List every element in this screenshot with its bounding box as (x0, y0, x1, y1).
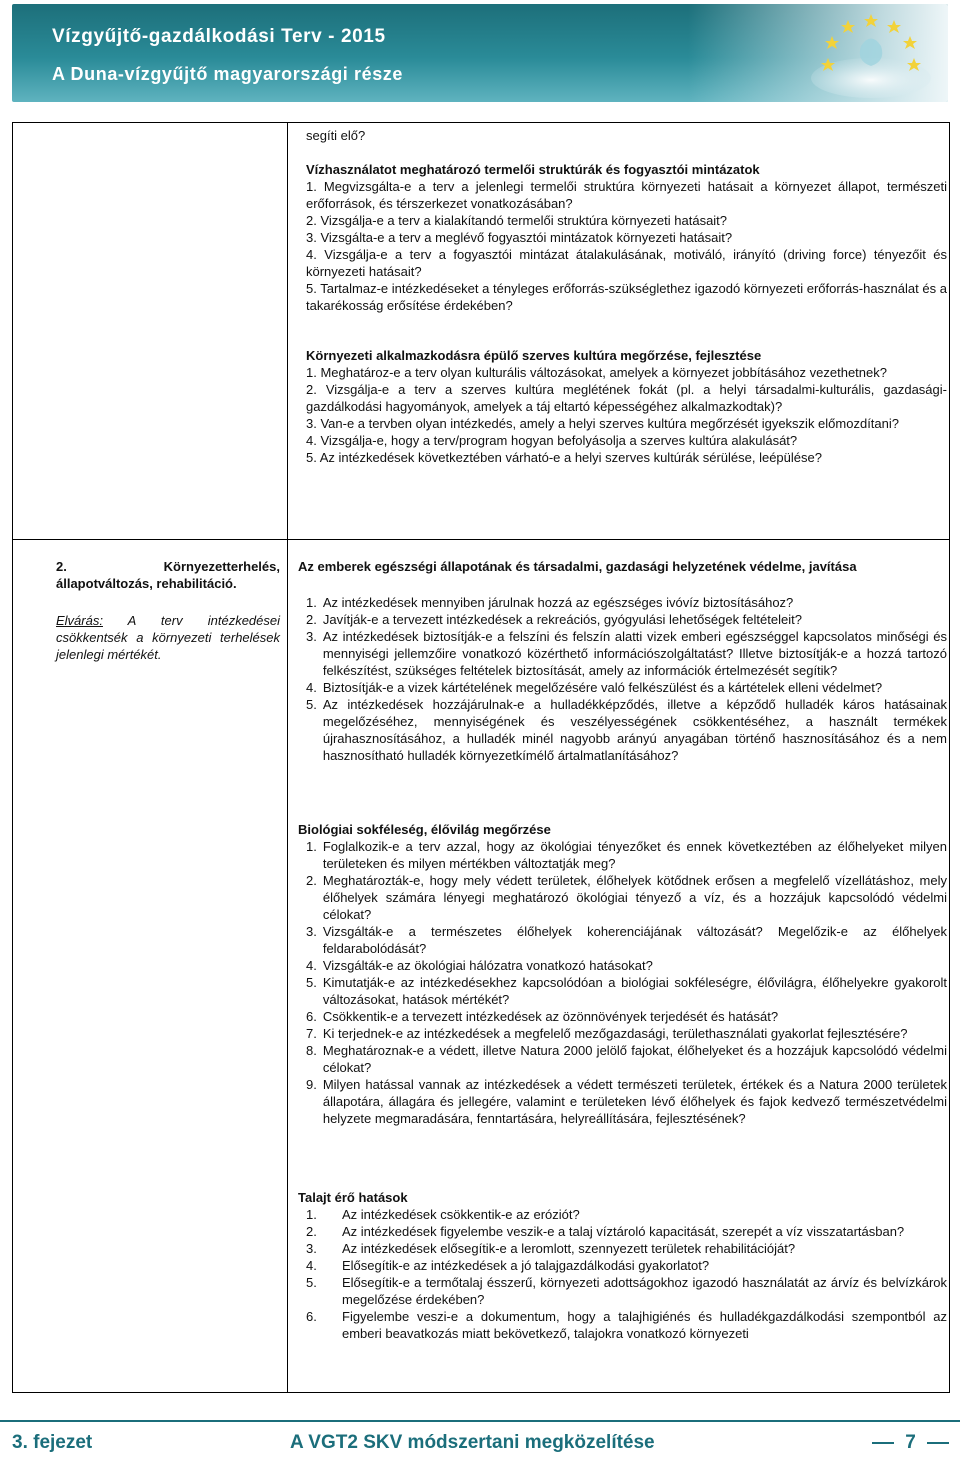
list-item: 4. Biztosítják-e a vizek kártételének megelőzésére való felkészülést és a kártételek elleni védelmet? (306, 680, 883, 695)
list-item: 1. Foglalkozik-e a terv azzal, hogy az ökológiai tényezőket és ennek következtében az élőhelyeket milyen területeken és milyen mértékben változtatják meg? (306, 839, 947, 871)
section-heading-biodiversity: Biológiai sokféleség, élővilág megőrzése (298, 822, 551, 837)
list-item: 5. Tartalmaz-e intézkedéseket a tényleges erőforrás-szükséglethez igazodó környezeti erőforrás-használat és a takarékosság erősítése érdekében? (306, 281, 947, 313)
section-heading-water-use: Vízhasználatot meghatározó termelői struktúrák és fogyasztói mintázatok (306, 162, 760, 177)
header-banner (12, 4, 948, 102)
table-row-divider (12, 539, 950, 540)
list-item: 2. Meghatározták-e, hogy mely védett területek, élőhelyek kötődnek erősen a megfelelő vízellátáshoz, mely élőhelyek számára lényegi meghatározó ökológiai tényező a víz, és a hozzájuk kapcsolódó védelmi célokat? (306, 873, 947, 922)
list-item: 2. Vizsgálja-e a terv a kialakítandó termelői struktúra környezeti hatásait? (306, 213, 728, 228)
list-item: 3. Vizsgálták-e a természetes élőhelyek koherenciájának változását? Megelőzik-e az élőhelyek feldarabolódását? (306, 924, 947, 956)
list-item: 5. Elősegítik-e a termőtalaj ésszerű, környezeti adottságokhoz igazodó használatát az árvíz és belvízkárok megelőzése érdekében? (306, 1275, 947, 1307)
left-col-title: 2. Környezetterhelés, állapotváltozás, rehabilitáció. (56, 559, 280, 591)
list-item: 5. Az intézkedések következtében várható-e a helyi szerves kultúrák sérülése, leépülése? (306, 450, 822, 465)
section-heading-soil: Talajt érő hatások (298, 1190, 408, 1205)
list-item: 4. Vizsgálja-e, hogy a terv/program hogyan befolyásolja a szerves kultúra alakulását? (306, 433, 798, 448)
list-item: 6. Figyelembe veszi-e a dokumentum, hogy a talajhigiénés és hulladékgazdálkodási szempontból az emberi beavatkozás miatt bekövetkező, talajokra vonatkozó környezeti (306, 1309, 947, 1341)
table-border-right (949, 122, 950, 1393)
footer-dash-left (872, 1442, 894, 1444)
eu-stars-water-logo (806, 6, 936, 102)
list-item: 9. Milyen hatással vannak az intézkedések a védett természeti területek, értékek és a Natura 2000 területek állapotára, állagára és jellegére, valamint e területeken lévő élőhelyek és fajok kedvező természetvédelmi helyzete megmaradására, fenntartására, helyreállítására, fejlesztésének? (306, 1077, 947, 1126)
table-col-divider (287, 122, 288, 1393)
list-item: 4. Vizsgálták-e az ökológiai hálózatra vonatkozó hatásokat? (306, 958, 653, 973)
list-item: 8. Meghatároznak-e a védett, illetve Natura 2000 jelölő fajokat, élőhelyeket és a hozzájuk kapcsolódó védelmi célokat? (306, 1043, 947, 1075)
table-border-bottom (12, 1392, 950, 1393)
lead-text: segíti elő? (306, 128, 366, 143)
footer-dash-right (927, 1442, 949, 1444)
page-number: 7 (905, 1432, 916, 1453)
section-heading-health: Az emberek egészségi állapotának és társadalmi, gazdasági helyzetének védelme, javítása (298, 559, 857, 574)
footer-rule (0, 1420, 960, 1422)
list-item: 1. Az intézkedések mennyiben járulnak hozzá az egészséges ivóvíz biztosításához? (306, 595, 794, 610)
list-water-use (306, 178, 947, 314)
list-culture (306, 364, 947, 466)
footer-page-number (872, 1432, 949, 1454)
list-item: 4. Vizsgálja-e a terv a fogyasztói mintázat átalakulásának, motiváló, irányító (driving force) tényezőit és környezeti hatásait? (306, 247, 947, 279)
list-item: 5. Az intézkedések hozzájárulnak-e a hulladékképződés, illetve a képződő hulladék káros hatásainak megelőzéséhez, mennyiségének és veszélyességének csökkentéséhez, a használt termékek újrahasznosításához, a hulladék minél nagyobb arányú anyagában történő hasznosításához és a nem hasznosítható hulladék környezetkímélő ártalmatlanításához? (306, 697, 947, 763)
list-item: 6. Csökkentik-e a tervezett intézkedések az özönnövények terjedését és hatását? (306, 1009, 779, 1024)
list-item: 2. Az intézkedések figyelembe veszik-e a talaj víztároló kapacitását, szerepét a víz visszatartásban? (306, 1224, 905, 1239)
list-item: 4. Elősegítik-e az intézkedések a jó talajgazdálkodási gyakorlatot? (306, 1258, 710, 1273)
list-item: 5. Kimutatják-e az intézkedésekhez kapcsolódóan a biológiai sokféleségre, élővilágra, élőhelyekre gyakorolt változásokat, hatások mértékét? (306, 975, 947, 1007)
list-item: 7. Ki terjednek-e az intézkedések a megfelelő mezőgazdasági, területhasználati gyakorlat fejlesztésére? (306, 1026, 908, 1041)
footer-title: A VGT2 SKV módszertani megközelítése (290, 1432, 655, 1453)
header-subtitle: A Duna-vízgyűjtő magyarországi része (52, 64, 404, 84)
list-item: 1. Megvizsgálta-e a terv a jelenlegi termelői struktúra környezeti hatásait a környezet állapot, természeti erőforrások, és térszerkezet vonatkozásában? (306, 179, 947, 211)
list-item: 3. Vizsgálta-e a terv a meglévő fogyasztói mintázatok környezeti hatásait? (306, 230, 733, 245)
list-item: 2. Vizsgálja-e a terv a szerves kultúra meglétének fokát (pl. a helyi társadalmi-kulturális, gazdasági-gazdálkodási hagyományok, amelyek a táj eltartó képességéhez alkalmazkodtak)? (306, 382, 947, 414)
list-item: 3. Van-e a tervben olyan intézkedés, amely a helyi szerves kultúra megőrzését igyekszik előmozdítani? (306, 416, 899, 431)
table-border-top (12, 122, 950, 123)
left-col-expectation (56, 612, 280, 663)
list-item: 2. Javítják-e a tervezett intézkedések a rekreációs, gyógyulási lehetőségek feltételeit? (306, 612, 802, 627)
list-health (306, 594, 947, 764)
list-item: 3. Az intézkedések biztosítják-e a felszíni és felszín alatti vizek emberi egészséggel kapcsolatos minőségi és mennyiségi jellemzőire vonatkozó közérthető információszolgáltatást? Illetve biztosítják-e a hozzá tartozó felkészítést, szükséges feltételek biztosítását, amely az információk értelmezését segítik? (306, 629, 947, 678)
list-biodiversity (306, 838, 947, 1127)
table-border-left (12, 122, 13, 1393)
list-soil (306, 1206, 947, 1342)
list-item: 3. Az intézkedések elősegítik-e a leromlott, szennyezett területek rehabilitációját? (306, 1241, 796, 1256)
section-heading-culture: Környezeti alkalmazkodásra épülő szerves kultúra megőrzése, fejlesztése (306, 348, 762, 363)
expectation-text: A terv intézkedései csökkentsék a környezeti terhelések jelenlegi mértékét. (56, 613, 280, 662)
list-item: 1. Az intézkedések csökkentik-e az eróziót? (306, 1207, 580, 1222)
list-item: 1. Meghatároz-e a terv olyan kulturális változásokat, amelyek a környezet jobbításához vezethetnek? (306, 365, 887, 380)
header-title: Vízgyűjtő-gazdálkodási Terv - 2015 (52, 26, 386, 47)
expectation-label: Elvárás: (56, 613, 103, 628)
footer-chapter: 3. fejezet (12, 1432, 93, 1453)
